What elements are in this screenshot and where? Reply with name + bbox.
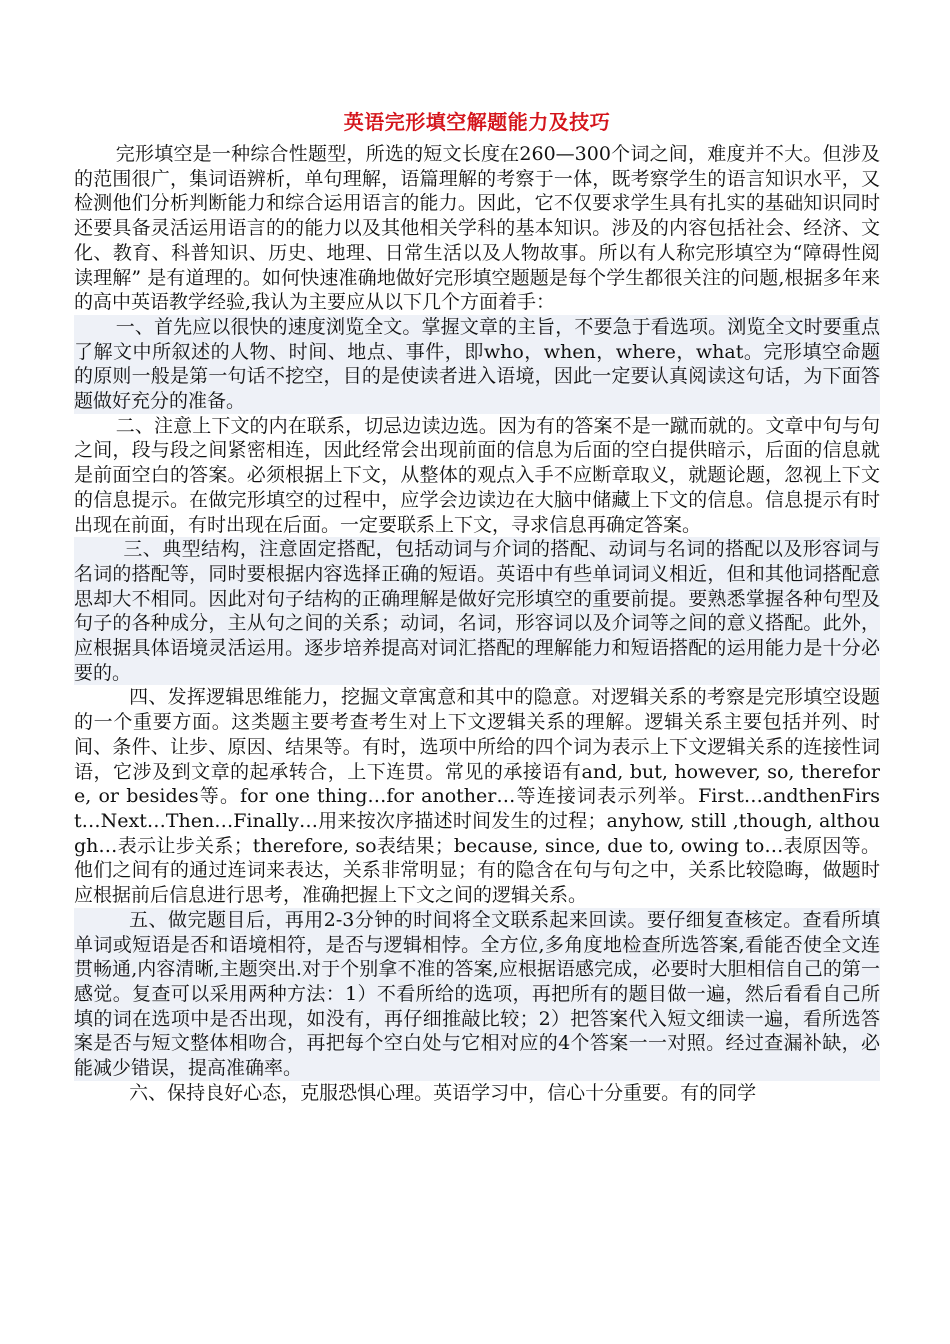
paragraph-tip-5: 五、做完题目后，再用2-3分钟的时间将全文联系起来回读。要仔细复查核定。查看所填单词或短语是否和语境相符，是否与逻辑相悖。全方位,多角度地检查所选答案,看能否使全文连贯畅通,内容清晰,主题突出.对于个别拿不准的答案,应根据语感完成，必要时大胆相信自己的第一感觉。复查可以采用两种方法：1）不看所给的选项，再把所有的题目做一遍，然后看看自己所填的词在选项中是否出现，如没有，再仔细推敲比较；2）把答案代入短文细读一遍，看所选答案是否与短文整体相吻合，再把每个空白处与它相对应的4个答案一一对照。经过查漏补缺，必能减少错误，提高准确率。 <box>74 908 880 1080</box>
paragraph-tip-3: 三、典型结构，注意固定搭配，包括动词与介词的搭配、动词与名词的搭配以及形容词与名词的搭配等，同时要根据内容选择正确的短语。英语中有些单词词义相近，但和其他词搭配意思却大不相同。因此对句子结构的正确理解是做好完形填空的重要前提。要熟悉掌握各种句型及句子的各种成分，主从句之间的关系；动词，名词，形容词以及介词等之间的意义搭配。此外，应根据具体语境灵活运用。逐步培养提高对词汇搭配的理解能力和短语搭配的运用能力是十分必要的。 <box>74 538 880 684</box>
paragraph-tip-4: 四、发挥逻辑思维能力，挖掘文章寓意和其中的隐意。对逻辑关系的考察是完形填空设题的一个重要方面。这类题主要考查考生对上下文逻辑关系的理解。逻辑关系主要包括并列、时间、条件、让步、原因、结果等。有时，选项中所给的四个词为表示上下文逻辑关系的连接性词语，它涉及到文章的起承转合，上下连贯。常见的承接语有and, but, however, so, therefore, or besides等。for one thing…for another…等连接词表示列举。First…andthenFirst…Next…Then…Finally…用来按次序描述时间发生的过程；anyhow, still ,though, although…表示让步关系；therefore, so表结果；because, since, due to, owing to…表原因等。他们之间有的通过连词来表达，关系非常明显；有的隐含在句与句之中，关系比较隐晦，做题时应根据前后信息进行思考，准确把握上下文之间的逻辑关系。 <box>74 686 880 907</box>
paragraph-tip-6: 六、保持良好心态，克服恐惧心理。英语学习中，信心十分重要。有的同学 <box>129 1081 757 1104</box>
document-title: 英语完形填空解题能力及技巧 <box>343 110 611 134</box>
document-page <box>74 104 880 1105</box>
paragraph-tip-2: 二、注意上下文的内在联系，切忌边读边选。因为有的答案不是一蹴而就的。文章中句与句之间，段与段之间紧密相连，因此经常会出现前面的信息为后面的空白提供暗示，后面的信息就是前面空白的答案。必须根据上下文，从整体的观点入手不应断章取义，就题论题，忽视上下文的信息提示。在做完形填空的过程中，应学会边读边在大脑中储藏上下文的信息。信息提示有时出现在前面，有时出现在后面。一定要联系上下文，寻求信息再确定答案。 <box>74 414 880 536</box>
paragraph-tip-1: 一、首先应以很快的速度浏览全文。掌握文章的主旨，不要急于看选项。浏览全文时要重点了解文中所叙述的人物、时间、地点、事件，即who，when，where，what。完形填空命题的原则一般是第一句话不挖空，目的是使读者进入语境，因此一定要认真阅读这句话，为下面答题做好充分的准备。 <box>74 315 880 413</box>
paragraph-intro: 完形填空是一种综合性题型，所选的短文长度在260—300个词之间，难度并不大。但涉及的范围很广，集词语辨析，单句理解，语篇理解的考察于一体，既考察学生的语言知识水平，又检测他们分析判断能力和综合运用语言的能力。因此，它不仅要求学生具有扎实的基础知识同时还要具备灵活运用语言的的能力以及其他相关学科的基本知识。涉及的内容包括社会、经济、文化、教育、科普知识、历史、地理、日常生活以及人物故事。所以有人称完形填空为“障碍性阅读理解” 是有道理的。如何快速准确地做好完形填空题题是每个学生都很关注的问题,根据多年来的高中英语教学经验,我认为主要应从以下几个方面着手： <box>74 143 880 314</box>
